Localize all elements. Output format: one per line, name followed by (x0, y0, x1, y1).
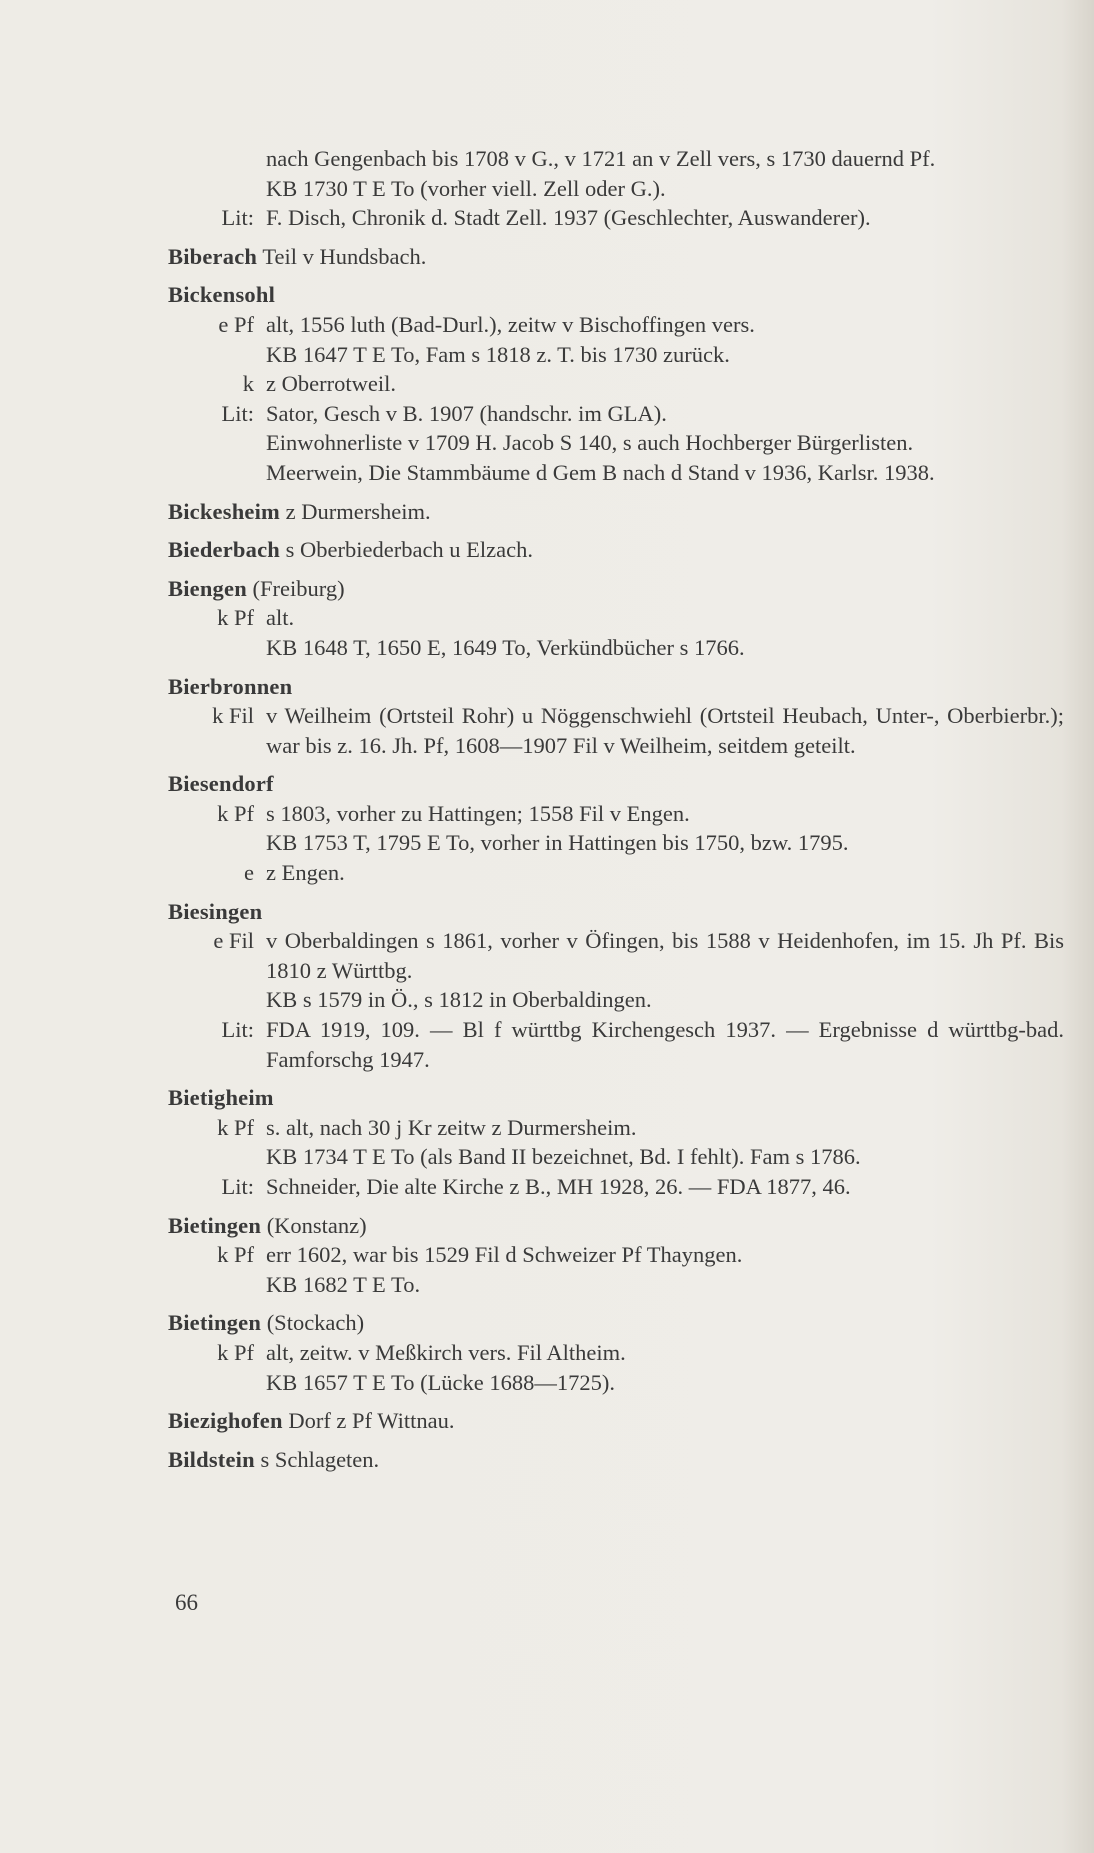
row-label: k (242, 371, 254, 397)
entry-heading: Biberach (168, 243, 258, 269)
row-label: Lit: (221, 1174, 254, 1199)
lit-row (168, 399, 1064, 429)
row-text: F. Disch, Chronik d. Stadt Zell. 1937 (Geschlechter, Auswanderer). (266, 205, 871, 231)
entry-heading: Bildstein (168, 1446, 255, 1472)
kb-line: KB 1753 T, 1795 E To, vorher in Hattingen bis 1750, bzw. 1795. (266, 830, 849, 856)
entry-heading: Bickensohl (168, 282, 276, 308)
row-text: Schneider, Die alte Kirche z B., MH 1928, 26. — FDA 1877, 46. (266, 1174, 851, 1199)
entry-heading: Bierbronnen (168, 673, 293, 699)
row-text: Sator, Gesch v B. 1907 (handschr. im GLA). (266, 400, 667, 426)
e-row (168, 858, 1064, 888)
entry-biederbach (168, 535, 1064, 565)
row-label: k Pf (217, 800, 254, 826)
row-text: err 1602, war bis 1529 Fil d Schweizer Pf Thayngen. (266, 1242, 743, 1268)
entry-bietingen-konstanz (168, 1211, 1064, 1300)
kpf-row (168, 799, 1064, 829)
entry-place: (Stockach) (266, 1310, 365, 1336)
entry-biengen (168, 574, 1064, 663)
lit-row (168, 1172, 1064, 1202)
lit-line: Meerwein, Die Stammbäume d Gem B nach d Stand v 1936, Karlsr. 1938. (266, 459, 935, 485)
epf-row (168, 310, 1064, 340)
row-label: Lit: (221, 1017, 254, 1043)
entry-text: s Schlageten. (260, 1446, 380, 1472)
text-line: KB 1730 T E To (vorher viell. Zell oder G.). (266, 175, 666, 201)
lit-line: Einwohnerliste v 1709 H. Jacob S 140, s auch Hochberger Bürgerlisten. (266, 430, 914, 456)
kb-line: KB 1734 T E To (als Band II bezeichnet, Bd. I fehlt). Fam s 1786. (266, 1144, 861, 1170)
row-text: alt. (266, 605, 295, 631)
row-label: k Pf (217, 1114, 254, 1140)
kb-line: KB s 1579 in Ö., s 1812 in Oberbaldingen. (266, 987, 652, 1013)
entry-biberach (168, 242, 1064, 272)
entry-heading: Bickesheim (168, 498, 280, 524)
entry-heading: Biezighofen (168, 1408, 283, 1434)
row-text: z Oberrotweil. (266, 371, 396, 397)
row-label: Lit: (221, 400, 254, 426)
entry-bietigheim (168, 1083, 1064, 1201)
entry-text: Teil v Hundsbach. (262, 243, 427, 269)
kb-line: KB 1682 T E To. (266, 1271, 421, 1297)
entry-biesingen (168, 897, 1064, 1075)
row-text: alt, 1556 luth (Bad-Durl.), zeitw v Bischoffingen vers. (266, 311, 755, 337)
row-text: s. alt, nach 30 j Kr zeitw z Durmersheim. (266, 1114, 637, 1140)
row-label: k Pf (217, 1339, 254, 1365)
row-label: e Pf (218, 311, 254, 337)
kpf-row (168, 1338, 1064, 1368)
entry-heading: Biederbach (168, 537, 280, 563)
row-text: v Oberbaldingen s 1861, vorher v Öfingen, bis 1588 v Heidenhofen, im 15. Jh Pf. Bis 1810 z Württbg. (266, 928, 1064, 983)
kpf-row (168, 603, 1064, 633)
page-number: 66 (175, 1590, 198, 1615)
row-label: k Fil (212, 703, 254, 729)
entry-place: (Freiburg) (252, 575, 345, 601)
entry-heading: Biengen (168, 575, 247, 601)
kb-line: KB 1648 T, 1650 E, 1649 To, Verkündbücher s 1766. (266, 634, 745, 660)
row-label: e Fil (213, 928, 254, 954)
entry-heading: Bietigheim (168, 1085, 274, 1111)
entry-place: (Konstanz) (266, 1212, 367, 1238)
kfil-row (168, 701, 1064, 760)
text-line: nach Gengenbach bis 1708 v G., v 1721 an v Zell vers, s 1730 dauernd Pf. (266, 146, 936, 171)
kb-line: KB 1647 T E To, Fam s 1818 z. T. bis 1730 zurück. (266, 341, 730, 367)
row-text: alt, zeitw. v Meßkirch vers. Fil Altheim. (266, 1339, 626, 1365)
entry-heading: Biesingen (168, 898, 263, 924)
row-text: FDA 1919, 109. — Bl f württbg Kirchengesch 1937. — Ergebnisse d württbg-bad. Famforschg 1947. (266, 1017, 1064, 1072)
k-row (168, 369, 1064, 399)
entry-text: s Oberbiederbach u Elzach. (285, 537, 534, 563)
entry-bickensohl (168, 280, 1064, 487)
lit-row (168, 1015, 1064, 1074)
entry-heading: Bietingen (168, 1212, 262, 1238)
entry-heading: Biesendorf (168, 771, 274, 797)
efil-row (168, 926, 1064, 985)
entry-bildstein (168, 1445, 1064, 1475)
page-content (168, 144, 1064, 1474)
entry-bierbronnen (168, 672, 1064, 761)
row-label: Lit: (221, 205, 254, 231)
row-label: k Pf (217, 1242, 254, 1268)
kb-line: KB 1657 T E To (Lücke 1688—1725). (266, 1369, 616, 1395)
row-label: k Pf (217, 605, 254, 631)
lit-row (168, 203, 1064, 233)
row-text: v Weilheim (Ortsteil Rohr) u Nöggenschwiehl (Ortsteil Heubach, Unter-, Oberbierbr.); war bis z. 16. Jh. Pf, 1608—1907 Fil v Weilheim, seitdem geteilt. (266, 703, 1064, 758)
entry-bickesheim (168, 497, 1064, 527)
entry-biesendorf (168, 769, 1064, 887)
row-text: z Engen. (266, 860, 345, 886)
kpf-row (168, 1240, 1064, 1270)
row-label: e (244, 860, 254, 886)
kpf-row (168, 1113, 1064, 1143)
entry-text: Dorf z Pf Wittnau. (288, 1408, 455, 1434)
row-text: s 1803, vorher zu Hattingen; 1558 Fil v Engen. (266, 800, 690, 826)
entry-bietingen-stockach (168, 1308, 1064, 1397)
entry-text: z Durmersheim. (285, 498, 431, 524)
entry-heading: Bietingen (168, 1310, 262, 1336)
entry-biezighofen (168, 1406, 1064, 1436)
entry-continuation (168, 144, 1064, 233)
